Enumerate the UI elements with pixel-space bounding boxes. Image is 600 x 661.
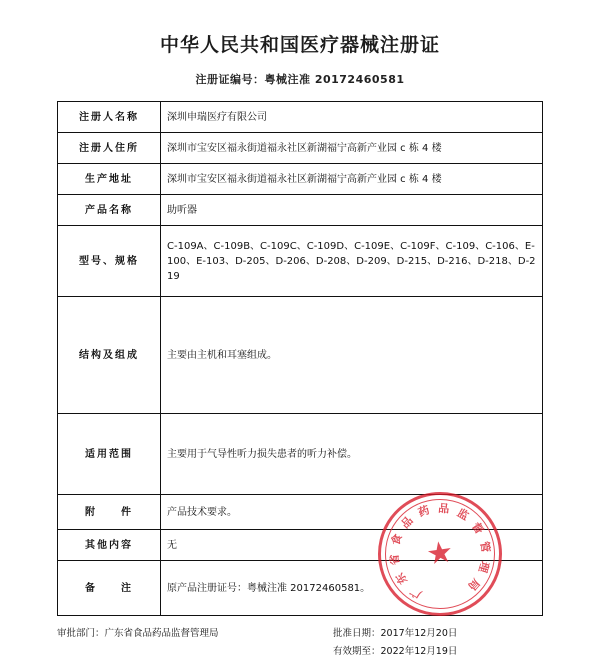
row-value: 深圳申瑞医疗有限公司 — [161, 102, 543, 133]
table-row — [58, 102, 543, 133]
row-label: 生产地址 — [58, 164, 161, 195]
row-value: 原产品注册证号：粤械注准 20172460581。 — [161, 561, 543, 616]
row-value: 助听器 — [161, 195, 543, 226]
row-value: 产品技术要求。 — [161, 495, 543, 530]
issue-date-label: 批准日期： — [333, 628, 381, 639]
table-row — [58, 133, 543, 164]
row-value: 无 — [161, 530, 543, 561]
row-label: 注册人住所 — [58, 133, 161, 164]
expiry-date-label: 有效期至： — [333, 646, 381, 658]
row-label: 结构及组成 — [58, 297, 161, 414]
row-value: C-109A、C-109B、C-109C、C-109D、C-109E、C-109F、C-109、C-106、E-100、E-103、D-205、D-206、D-208、D-209、D-215、D-216、D-218、D-219 — [161, 226, 543, 297]
row-label: 型号、规格 — [58, 226, 161, 297]
seal-star-icon: ★ — [424, 534, 456, 573]
table-row — [58, 495, 543, 530]
table-row — [58, 226, 543, 297]
table-row — [58, 561, 543, 616]
row-label: 注册人名称 — [58, 102, 161, 133]
row-label: 适用范围 — [58, 414, 161, 495]
certificate-table — [57, 101, 543, 616]
row-label: 其他内容 — [58, 530, 161, 561]
row-label: 附 件 — [58, 495, 161, 530]
approval-department-value: 广东省食品药品监督管理局 — [104, 628, 219, 639]
expiry-date-value: 2022年12月19日 — [380, 646, 458, 658]
table-row — [58, 414, 543, 495]
row-value: 深圳市宝安区福永街道福永社区新湖福宁高新产业园 c 栋 4 楼 — [161, 164, 543, 195]
table-row — [58, 164, 543, 195]
table-row — [58, 195, 543, 226]
row-value: 深圳市宝安区福永街道福永社区新湖福宁高新产业园 c 栋 4 楼 — [161, 133, 543, 164]
approval-department-label: 审批部门： — [57, 628, 105, 639]
seal-text: 广 东 省 食 品 药 品 监 督 管 理 局 — [387, 501, 493, 602]
table-row — [58, 297, 543, 414]
row-value: 主要由主机和耳塞组成。 — [161, 297, 543, 414]
certificate-number: 注册证编号：粤械注准 20172460581 — [195, 73, 405, 86]
row-label: 产品名称 — [58, 195, 161, 226]
row-value: 主要用于气导性听力损失患者的听力补偿。 — [161, 414, 543, 495]
page-title: 中华人民共和国医疗器械注册证 — [159, 34, 440, 56]
issue-date-value: 2017年12月20日 — [380, 628, 458, 639]
row-label: 备 注 — [58, 561, 161, 616]
table-row — [58, 530, 543, 561]
certificate-page — [0, 30, 600, 658]
certificate-footer — [57, 622, 543, 661]
